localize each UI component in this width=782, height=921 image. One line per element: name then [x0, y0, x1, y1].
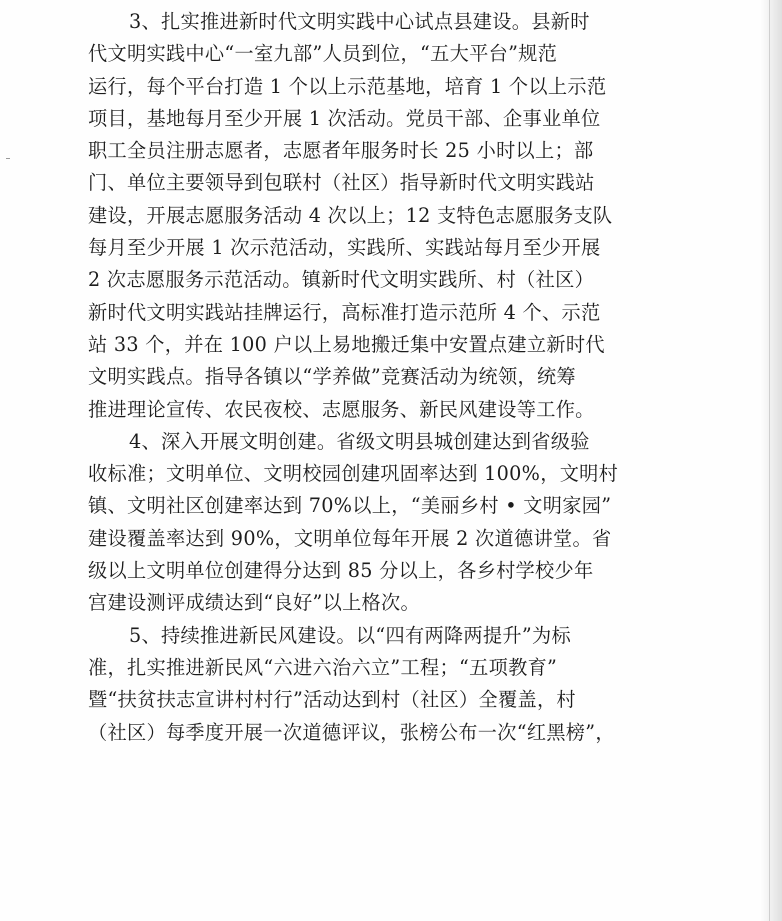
paragraph-4-line-2: 收标准；文明单位、文明校园创建巩固率达到 100%，文明村 [88, 462, 619, 486]
paragraph-3-line-4: 项目，基地每月至少开展 1 次活动。党员干部、企事业单位 [88, 106, 601, 130]
paragraph-4-line-5: 级以上文明单位创建得分达到 85 分以上，各乡村学校少年 [88, 559, 594, 583]
paragraph-3-line-7: 建设，开展志愿服务活动 4 次以上；12 支特色志愿服务支队 [88, 203, 613, 227]
paragraph-5-line-1: 5、持续推进新民风建设。以“四有两降两提升”为标 [129, 623, 571, 647]
paragraph-4-line-6: 宫建设测评成绩达到“良好”以上格次。 [88, 591, 421, 615]
paragraph-4-line-1: 4、深入开展文明创建。省级文明县城创建达到省级验 [129, 429, 590, 453]
paragraph-5-line-3: 暨“扶贫扶志宣讲村村行”活动达到村（社区）全覆盖，村 [88, 688, 576, 712]
paragraph-3-line-8: 每月至少开展 1 次示范活动，实践所、实践站每月至少开展 [88, 236, 601, 260]
paragraph-4-line-3: 镇、文明社区创建率达到 70%以上，“美丽乡村 • 文明家园” [88, 494, 612, 518]
paragraph-3-line-3: 运行，每个平台打造 1 个以上示范基地，培育 1 个以上示范 [88, 74, 607, 98]
scan-speck [6, 158, 10, 159]
paragraph-5-line-4: （社区）每季度开展一次道德评议，张榜公布一次“红黑榜”， [88, 720, 615, 744]
paragraph-3-line-10: 新时代文明实践站挂牌运行，高标准打造示范所 4 个、示范 [88, 300, 601, 324]
paragraph-3-line-9: 2 次志愿服务示范活动。镇新时代文明实践所、村（社区） [88, 268, 595, 292]
paragraph-3-line-1: 3、扎实推进新时代文明实践中心试点县建设。县新时 [129, 10, 590, 33]
document-body [88, 6, 648, 749]
paragraph-3-line-11: 站 33 个，并在 100 户以上易地搬迁集中安置点建立新时代 [88, 332, 605, 356]
paragraph-3-line-2: 代文明实践中心“一室九部”人员到位，“五大平台”规范 [88, 42, 558, 66]
paragraph-3-line-6: 门、单位主要领导到包联村（社区）指导新时代文明实践站 [88, 171, 595, 195]
paragraph-3-line-12: 文明实践点。指导各镇以“学养做”竞赛活动为统领，统筹 [88, 365, 576, 389]
paragraph-3-line-5: 职工全员注册志愿者，志愿者年服务时长 25 小时以上；部 [88, 139, 594, 163]
paragraph-4-line-4: 建设覆盖率达到 90%，文明单位每年开展 2 次道德讲堂。省 [88, 526, 612, 550]
paragraph-3-line-13: 推进理论宣传、农民夜校、志愿服务、新民风建设等工作。 [88, 397, 595, 421]
paragraph-5-line-2: 准，扎实推进新民风“六进六治六立”工程；“五项教育” [88, 655, 558, 679]
page-edge-line [769, 0, 770, 921]
page-edge-shadow [760, 0, 782, 921]
